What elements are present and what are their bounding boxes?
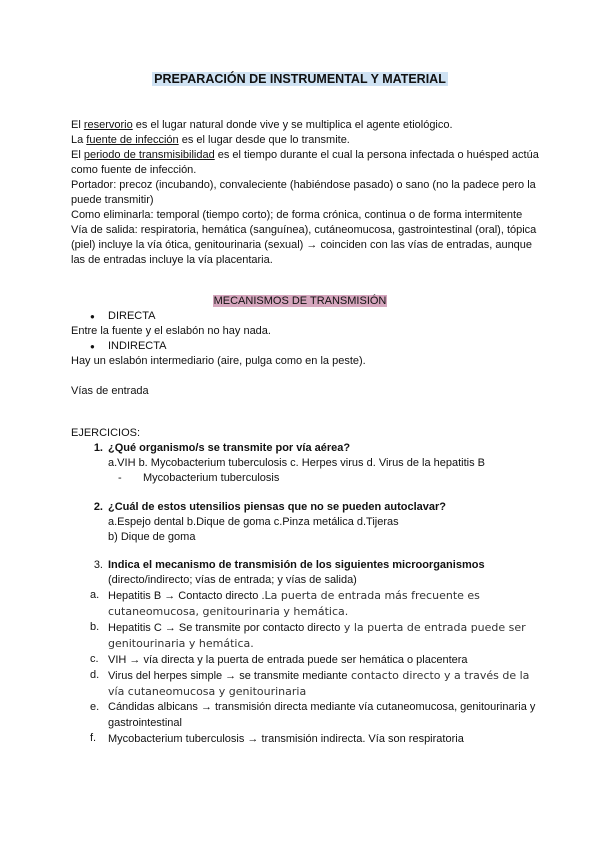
page-title [0,71,600,87]
indirecta-description: Hay un eslabón intermediario (aire, pulga como en la peste). [71,355,366,367]
vias-entrada-label: Vías de entrada [71,385,149,397]
portador-text: Portador: precoz (incubando), convaleciente (habiéndose pasado) o sano (no la padece pero la puede transmitir) [71,179,536,206]
exercise-1 [71,441,541,486]
exercise-2-question: 2. ¿Cuál de estos utensilios piensas que no se pueden autoclavar? [93,501,447,513]
reservorio-definition: El reservorio es el lugar natural donde vive y se multiplica el agente etiológico. [71,119,453,131]
fuente-term: fuente de infección [86,134,179,146]
periodo-term: periodo de transmisibilidad [83,149,215,161]
exercise-1-answer: - Mycobacterium tuberculosis [71,471,541,486]
via-salida-text: Vía de salida: respiratoria, hemática (sanguínea), cutáneomucosa, gastrointestinal (oral), tópica (piel) incluye la vía ótica, genitourinaria (sexual) → coinciden con las vías de entradas, aunque las de entradas incluye la vía placentaria. [71,224,537,266]
fuente-definition: La fuente de infección es el lugar desde que lo transmite. [71,134,350,146]
bullet-directa: ● DIRECTA [71,309,541,324]
exercise-2 [71,500,541,545]
directa-description: Entre la fuente y el eslabón no hay nada. [71,325,271,337]
ejercicios-label: EJERCICIOS: [71,427,141,439]
exercise-3-item-f: f. Mycobacterium tuberculosis → transmisión indirecta. Vía son respiratoria [90,732,464,745]
mecanismos-heading [0,294,600,309]
exercise-1-options: a.VIH b. Mycobacterium tuberculosis c. Herpes virus d. Virus de la hepatitis B [108,457,486,469]
eliminarla-text: Como eliminarla: temporal (tiempo corto); de forma crónica, continua o de forma intermitente [71,209,523,221]
exercise-3-item-d: d. Virus del herpes simple → se transmite mediante contacto directo y a través de la vía cutaneomucosa y genitourinaria [90,669,530,698]
exercise-2-answer: b) Dique de goma [108,531,196,543]
page-title-text: PREPARACIÓN DE INSTRUMENTAL Y MATERIAL [154,72,446,86]
exercise-3-item-a: a. Hepatitis B → Contacto directo .La puerta de entrada más frecuente es cutaneomucosa, genitourinaria y hemática. [90,589,480,618]
exercise-3-item-e: e. Cándidas albicans → transmisión directa mediante vía cutaneomucosa, genitourinaria y gastrointestinal [90,701,536,729]
periodo-definition: El periodo de transmisibilidad es el tiempo durante el cual la persona infectada o huésped actúa como fuente de infección. [71,149,539,176]
mecanismos-heading-text: MECANISMOS DE TRANSMISIÓN [213,295,387,307]
exercise-1-question: 1. ¿Qué organismo/s se transmite por vía aérea? [93,442,351,454]
mecanismos-section [71,309,541,369]
exercise-3-subtitle: (directo/indirecto; vías de entrada; y vías de salida) [108,574,357,586]
bullet-indirecta: ● INDIRECTA [71,339,541,354]
exercise-3 [71,558,541,747]
exercise-3-question: 3. Indica el mecanismo de transmisión de los siguientes microorganismos [93,559,485,571]
exercise-2-options: a.Espejo dental b.Dique de goma c.Pinza metálica d.Tijeras [108,516,399,528]
reservorio-term: reservorio [83,119,133,131]
exercise-3-item-b: b. Hepatitis C → Se transmite por contacto directo y la puerta de entrada puede ser genitourinaria y hemática. [90,621,526,650]
intro-section [71,118,541,268]
exercise-3-item-c: c. VIH → vía directa y la puerta de entrada puede ser hemática o placentera [90,653,468,666]
